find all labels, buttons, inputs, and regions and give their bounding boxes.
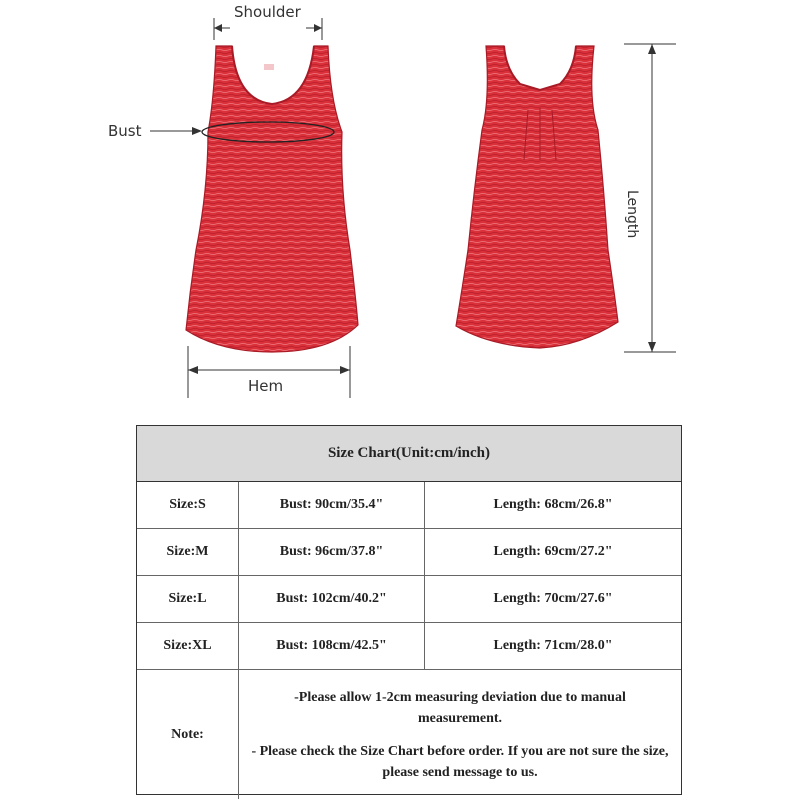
table-row — [137, 623, 681, 670]
note-text: -Please allow 1-2cm measuring deviation due to manual measurement. — [294, 689, 626, 726]
table-row — [137, 529, 681, 576]
front-view-tank-top — [186, 46, 358, 352]
note-text: - Please check the Size Chart before order. If you are not sure the size, please send message to us. — [251, 743, 669, 780]
bust-cell: Bust: 90cm/35.4" — [239, 482, 425, 528]
length-cell: Length: 71cm/28.0" — [493, 638, 613, 653]
size-cell: Size:L — [137, 576, 239, 622]
length-cell: Length: 68cm/26.8" — [493, 497, 613, 512]
size-cell: Size:S — [137, 482, 239, 528]
length-cell: Length: 69cm/27.2" — [493, 544, 613, 559]
bust-cell: Bust: 102cm/40.2" — [239, 576, 425, 622]
bust-measure-arrow — [150, 127, 202, 135]
length-label: Length — [624, 190, 640, 239]
note-row — [137, 670, 681, 799]
hem-label: Hem — [248, 377, 284, 395]
shoulder-label: Shoulder — [234, 3, 301, 21]
bust-label: Bust — [108, 122, 142, 140]
shoulder-measure-arrow — [214, 18, 322, 40]
bust-cell: Bust: 96cm/37.8" — [239, 529, 425, 575]
note-label: Note: — [137, 670, 239, 799]
bust-cell: Bust: 108cm/42.5" — [239, 623, 425, 669]
table-row — [137, 482, 681, 529]
length-cell: Length: 70cm/27.6" — [493, 591, 613, 606]
size-cell: Size:XL — [137, 623, 239, 669]
table-row — [137, 576, 681, 623]
size-cell: Size:M — [137, 529, 239, 575]
back-view-tank-top — [456, 46, 618, 348]
size-chart-table — [136, 425, 682, 795]
size-chart-title: Size Chart(Unit:cm/inch) — [137, 426, 681, 482]
notes-cell — [239, 670, 681, 799]
